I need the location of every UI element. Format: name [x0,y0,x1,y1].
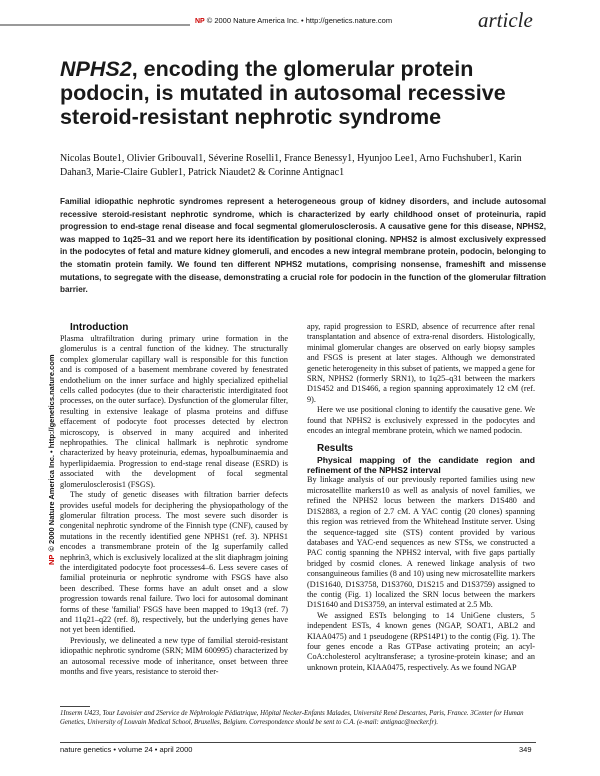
author-list: Nicolas Boute1, Olivier Gribouval1, Séverine Roselli1, France Benessy1, Hyunjoo Lee1, Arno Fuchshuber1, Karin Dahan3, Marie-Claire Gubler1, Patrick Niaudet2 & Corinne Antignac1 [60,153,522,178]
page-number: 349 [519,745,532,754]
paragraph: By linkage analysis of our previously reported families using new microsatellite markers10 as well as analysis of novel families, we refined the NPHS2 locus between the markers D1S480 and D1S2883, a region of 2.7 cM. A YAC contig (20 clones) spanning this region was retrieved from the Whitehead Institute server. Using the sequence-tagged site (STS) content provided by various databases and YAC-end sequences as new STSs, we constructed a PAC contig spanning the NPHS2 interval, with five gaps partially bridged by cosmid clones. A renewed linkage analysis of two consanguineous families (8 and 10) using new microsatellite markers (D1S1640, D1S3758, D1S3760, D1S215 and D1S3759) assigned to the contig (Fig. 1) localized the SRN locus between the markers D1S1640 and D1S3759, an interval estimated at 2.5 Mb. [307,475,535,610]
paragraph: apy, rapid progression to ESRD, absence of recurrence after renal transplantation and absence of extra-renal disorders. Histologically, minimal glomerular changes are observed on early biopsy samples and FSGS is present at later stages. Although we demonstrated genetic heterogeneity in this subset of patients, we mapped a gene for SRN, NPHS2 (formerly SRN1), to 1q25–q31 between the markers D1S452 and D1S466, a region spanning approximately 12 cM (ref. 9). [307,322,535,404]
footnote-rule [60,706,90,707]
paragraph: The study of genetic diseases with filtration barrier defects provides useful models for deciphering the physiopathology of the glomerular filtration process. The most severe such disorder is congenital nephrotic syndrome of the Finnish type (CNF), caused by mutations in the recently identified gene NPHS1 (ref. 3). NPHS1 encodes a transmembrane protein of the Ig superfamily called nephrin3, which is exclusively localized at the slit diaphragm joining the interdigitated podocyte foot processes4–6. Less severe cases of familial proteinuria or nephrotic syndrome with FSGS have also been described. These forms have an adult onset and a slow progression towards renal failure. Two loci for autosomal dominant forms of these 'familial' FSGS have been mapped to 19q13 (ref. 7) and 11q21–q22 (ref. 8), respectively, but the underlying genes have not yet been identified. [60,490,288,635]
side-credit [47,354,56,565]
affiliations-footnote: 1Inserm U423, Tour Lavoisier and 2Service de Néphrologie Pédiatrique, Hôpital Necker-Enfants Malades, Université René Descartes, Paris, France. 3Center for Human Genetics, University of Louvain Medical School, Bruxelles, Belgium. Correspondence should be sent to C.A. (e-mail: antignac@necker.fr). [60,710,524,726]
nature-publishing-logo-icon: NP [47,554,56,565]
nature-publishing-logo-icon: NP [195,18,205,25]
body-column-left [60,322,288,677]
side-credit-text: © 2000 Nature America Inc. • http://genetics.nature.com [47,354,56,552]
title-gene: NPHS2 [60,57,132,81]
article-title [60,57,560,129]
paragraph: We assigned ESTs belonging to 14 UniGene clusters, 5 independent ESTs, 4 known genes (NGAP, SOAT1, ABL2 and KIAA0475) and 1 pseudogene (RPS14P1) to the contig (Fig. 1). The four genes encode a Ras GTPase activating protein; an acyl-CoA:cholesterol acyltransferase; a tyrosine-protein kinase; and an unknown protein, KIAA0475, respectively. As we found NGAP [307,610,535,672]
title-rest: , encoding the glomerular protein podocin, is mutated in autosomal recessive steroid-resistant nephrotic syndrome [60,57,506,129]
subsection-heading: Physical mapping of the candidate region and refinement of the NPHS2 interval [307,455,535,476]
paragraph: Here we use positional cloning to identify the causative gene. We found that NPHS2 is exclusively expressed in the podocytes and encodes an integral membrane protein, which we named podocin. [307,405,535,436]
footer-rule [60,742,536,743]
header-copyright-text: © 2000 Nature America Inc. • http://genetics.nature.com [206,16,393,25]
section-label: article [478,8,533,32]
paragraph: Plasma ultrafiltration during primary urine formation in the glomerulus is a central function of the kidney. The structurally complex glomerular capillary wall is responsible for this function and is composed of a basement membrane covered by fenestrated endothelium on the inner surface and highly specialized epithelial cells called podocytes (due to their characteristic interdigitated foot processes, on the outer surface). Dysfunction of the glomerular filter, resulting in extensive leakage of plasma proteins and diffuse effacement of podocyte foot processes detected by electron microscopy, is observed in many acquired and inherited nephropathies. The clinical hallmark is nephrotic syndrome characterized by heavy proteinuria, edemas, hypoalbuminaemia and hyperlipidaemia. Progression to end-stage renal disease (ESRD) is associated with the development of focal segmental glomerulosclerosis1 (FSGS). [60,334,288,489]
header-rule [0,24,190,26]
page-header [0,0,600,40]
section-heading-introduction: Introduction [70,322,129,333]
abstract: Familial idiopathic nephrotic syndromes represent a heterogeneous group of kidney disorders, and include autosomal recessive steroid-resistant nephrotic syndrome, which is characterized by early childhood onset of proteinuria, rapid progression to end-stage renal disease and focal segmental glomerulosclerosis. A causative gene for this disease, NPHS2, was mapped to 1q25–31 and we report here its identification by positional cloning. NPHS2 is almost exclusively expressed in the podocytes of fetal and mature kidney glomeruli, and encodes a new integral membrane protein, podocin, belonging to the stomatin protein family. We found ten different NPHS2 mutations, comprising nonsense, frameshift and missense mutations, to segregate with the disease, demonstrating a crucial role for podocin in the function of the glomerular filtration barrier. [60,197,546,295]
section-heading-results: Results [317,443,354,455]
paragraph: Previously, we delineated a new type of familial steroid-resistant idiopathic nephrotic syndrome (SRN; MIM 600995) characterized by an autosomal recessive mode of inheritance, onset between three months and five years, resistance to steroid ther- [60,635,288,676]
journal-footer: nature genetics • volume 24 • april 2000 [60,745,193,754]
header-copyright [195,16,392,25]
body-column-right [307,322,535,673]
